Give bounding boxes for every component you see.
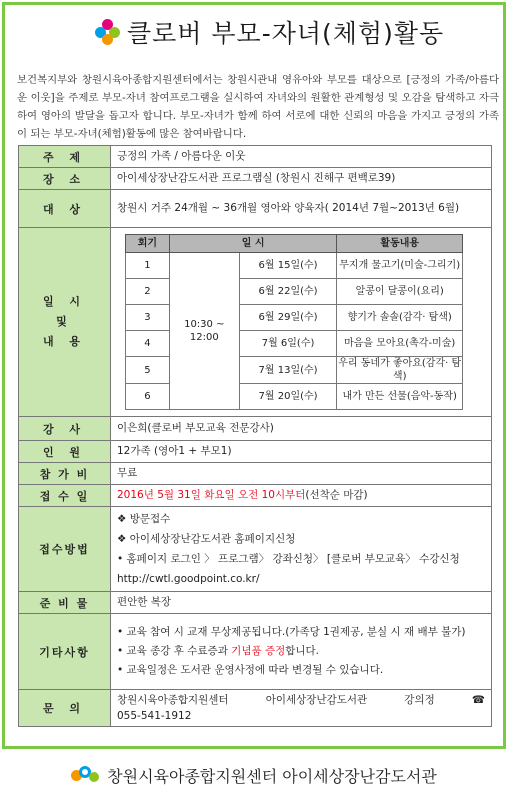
table-row xyxy=(126,253,463,279)
session-no: 1 xyxy=(126,253,170,279)
row-instructor xyxy=(19,417,492,441)
label-contact: 문 의 xyxy=(19,690,111,727)
session-no: 5 xyxy=(126,357,170,384)
row-prep xyxy=(19,592,492,614)
phone-icon: ☎ xyxy=(471,694,485,706)
row-deadline xyxy=(19,485,492,507)
label-prep: 준 비 물 xyxy=(19,592,111,614)
row-schedule xyxy=(19,228,492,417)
session-date: 7월 6일(수) xyxy=(239,331,337,357)
value-headcount: 12가족 (영아1 + 부모1) xyxy=(111,441,492,463)
session-activity: 마음을 모아요(촉각-미술) xyxy=(337,331,463,357)
sched-header-no: 회기 xyxy=(126,235,170,253)
session-activity: 무지개 물고기(미술-그리기) xyxy=(337,253,463,279)
etc-line-2: • 교육 종강 후 수료증과 기념품 증정합니다. xyxy=(117,645,320,657)
row-fee xyxy=(19,463,492,485)
contact-room: 강의정 xyxy=(404,694,435,706)
value-theme: 긍정의 가족 / 아름다운 이웃 xyxy=(111,146,492,168)
label-headcount: 인 원 xyxy=(19,441,111,463)
value-target: 창원시 거주 24개월 ~ 36개월 영아와 양육자( 2014년 7월~2013년 6월) xyxy=(111,190,492,228)
label-theme: 주 제 xyxy=(19,146,111,168)
page-title: 클로버 부모-자녀(체험)활동 xyxy=(127,19,445,48)
row-place xyxy=(19,168,492,190)
session-activity: 우리 동네가 좋아요(감각· 탐색) xyxy=(338,358,462,382)
row-theme xyxy=(19,146,492,168)
schedule-table xyxy=(125,234,463,410)
method-homepage: ❖ 아이세상장난감도서관 홈페이지신청 xyxy=(117,533,296,545)
session-activity: 내가 만든 선물(음악-동작) xyxy=(337,384,463,410)
footer-text: 창원시육아종합지원센터 아이세상장난감도서관 xyxy=(107,766,437,786)
label-fee: 참 가 비 xyxy=(19,463,111,485)
etc-line-1: • 교육 참여 시 교재 무상제공됩니다.(가족당 1권제공, 분실 시 재 배부 불가) xyxy=(117,626,466,638)
session-activity: 알콩이 달콩이(요리) xyxy=(337,279,463,305)
session-date: 6월 15일(수) xyxy=(239,253,337,279)
title-row xyxy=(95,15,444,49)
intro-paragraph: 보건복지부와 창원시육아종합지원센터에서는 창원시관내 영유아와 부모를 대상으로 [긍정의 가족/아름다운 이웃]을 주제로 부모-자녀 참여프로그램을 실시하여 자녀와의 원활한 관계형성 및 오감을 탐색하고 자극하여 영아의 발달을 돕고자 합니다. 부모-자녀가 함께 하여 서로에 대한 신뢰의 마음을 가지고 긍정의 가족이 되는 부모-자녀(체험)활동에 많은 참여바랍니다. xyxy=(17,74,499,140)
label-deadline: 접 수 일 xyxy=(19,485,111,507)
value-instructor: 이은희(클로버 부모교육 전문강사) xyxy=(111,417,492,441)
row-etc xyxy=(19,614,492,690)
info-table xyxy=(18,145,492,727)
contact-lib: 아이세상장난감도서관 xyxy=(265,694,368,706)
sched-header-activity: 활동내용 xyxy=(337,235,463,253)
method-visit: ❖ 방문접수 xyxy=(117,513,171,525)
label-target: 대 상 xyxy=(19,190,111,228)
row-contact xyxy=(19,690,492,727)
session-date: 7월 20일(수) xyxy=(239,384,337,410)
schedule-cell xyxy=(111,228,492,417)
method-steps-link[interactable]: • 홈페이지 로그인 〉 프로그램〉 강좌신청〉 [클로버 부모교육〉 수강신청 http://cwtl.goodpoint.co.kr/ xyxy=(117,553,460,585)
session-date: 6월 29일(수) xyxy=(239,305,337,331)
clover-icon xyxy=(95,19,121,45)
row-method xyxy=(19,507,492,592)
label-schedule: 일 시 및 내 용 xyxy=(19,228,111,417)
contact-org: 창원시육아종합지원센터 xyxy=(117,694,229,706)
value-etc xyxy=(111,614,492,690)
session-date: 7월 13일(수) xyxy=(239,357,337,384)
session-time: 10:30 ~ 12:00 xyxy=(169,253,239,410)
session-no: 4 xyxy=(126,331,170,357)
value-fee: 무료 xyxy=(111,463,492,485)
etc-line-3: • 교육일정은 도서관 운영사정에 따라 변경될 수 있습니다. xyxy=(117,664,384,676)
value-method xyxy=(111,507,492,592)
session-activity: 향기가 솔솔(감각· 탐색) xyxy=(337,305,463,331)
label-method: 접수방법 xyxy=(19,507,111,592)
session-no: 6 xyxy=(126,384,170,410)
center-logo-icon xyxy=(71,764,101,786)
contact-phone[interactable]: 055-541-1912 xyxy=(117,710,192,722)
value-place: 아이세상장난감도서관 프로그램실 (창원시 진해구 편백로39) xyxy=(111,168,492,190)
gift-highlight: 기념품 증정 xyxy=(231,645,286,657)
session-no: 2 xyxy=(126,279,170,305)
value-deadline xyxy=(111,485,492,507)
value-prep: 편안한 복장 xyxy=(111,592,492,614)
deadline-note: (선착순 마감) xyxy=(305,489,368,501)
row-target xyxy=(19,190,492,228)
label-instructor: 강 사 xyxy=(19,417,111,441)
row-headcount xyxy=(19,441,492,463)
session-no: 3 xyxy=(126,305,170,331)
label-place: 장 소 xyxy=(19,168,111,190)
session-date: 6월 22일(수) xyxy=(239,279,337,305)
sched-header-datetime: 일 시 xyxy=(169,235,337,253)
deadline-date: 2016년 5월 31일 화요일 오전 10시부터 xyxy=(117,489,306,501)
value-contact xyxy=(111,690,492,727)
footer xyxy=(0,760,508,790)
label-etc: 기타사항 xyxy=(19,614,111,690)
